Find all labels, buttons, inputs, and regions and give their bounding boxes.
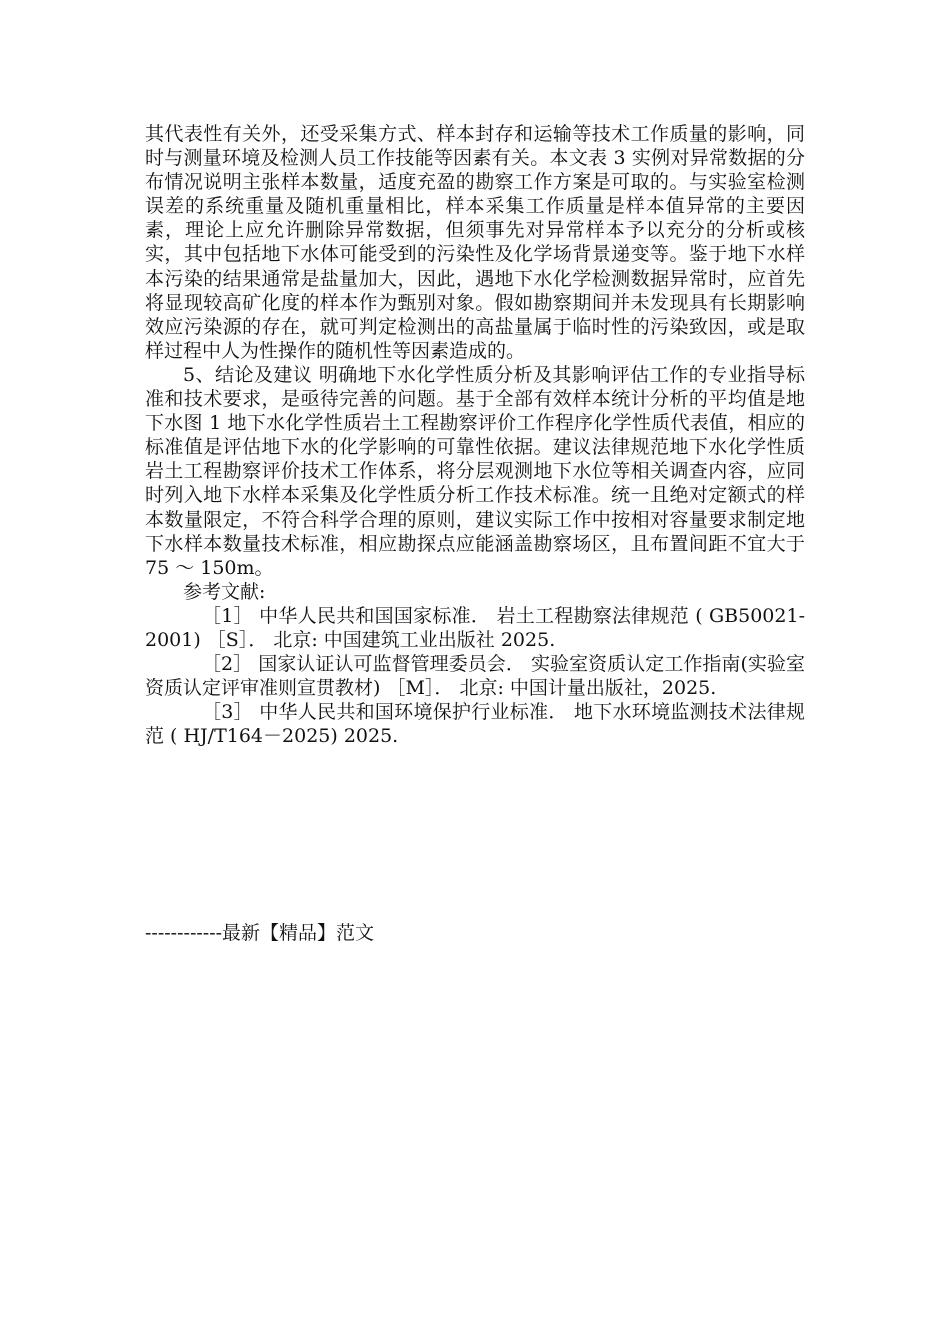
reference-item-2: ［2］ 国家认证认可监督管理委员会． 实验室资质认定工作指南(实验室资质认定评审准则宣贯教材) ［M］． 北京: 中国计量出版社，2025. [145, 653, 805, 700]
reference-item-3: ［3］ 中华人民共和国环境保护行业标准． 地下水环境监测技术法律规范 ( HJ/T164－2025) 2025. [145, 701, 805, 748]
reference-item-1: ［1］ 中华人民共和国国家标准． 岩土工程勘察法律规范 ( GB50021-2001) ［S］． 北京: 中国建筑工业出版社 2025. [145, 604, 805, 651]
body-paragraph-conclusion: 5、结论及建议 明确地下水化学性质分析及其影响评估工作的专业指导标准和技术要求，是亟待完善的问题。基于全部有效样本统计分析的平均值是地下水图 1 地下水化学性质岩土工程勘察评价工作程序化学性质代表值，相应的标准值是评估地下水的化学影响的可靠性依据。建议法律规范地下水化学性质岩土工程勘察评价技术工作体系，将分层观测地下水位等相关调查内容，应同时列入地下水样本采集及化学性质分析工作技术标准。统一且绝对定额式的样本数量限定，不符合科学合理的原则，建议实际工作中按相对容量要求制定地下水样本数量技术标准，相应勘探点应能涵盖勘察场区，且布置间距不宜大于 75 ～ 150m。 [145, 363, 805, 579]
document-body [145, 122, 805, 748]
footer-caption: ------------最新【精品】范文 [145, 922, 375, 944]
references-heading: 参考文献: [183, 580, 266, 603]
body-paragraph-1: 其代表性有关外，还受采集方式、样本封存和运输等技术工作质量的影响，同时与测量环境及检测人员工作技能等因素有关。本文表 3 实例对异常数据的分布情况说明主张样本数量，适度充盈的勘察工作方案是可取的。与实验室检测误差的系统重量及随机重量相比，样本采集工作质量是样本值异常的主要因素，理论上应允许删除异常数据，但须事先对异常样本予以充分的分析或核实，其中包括地下水体可能受到的污染性及化学场背景递变等。鉴于地下水样本污染的结果通常是盐量加大，因此，遇地下水化学检测数据异常时，应首先将显现较高矿化度的样本作为甄别对象。假如勘察期间并未发现具有长期影响效应污染源的存在，就可判定检测出的高盐量属于临时性的污染致因，或是取样过程中人为性操作的随机性等因素造成的。 [145, 123, 805, 362]
